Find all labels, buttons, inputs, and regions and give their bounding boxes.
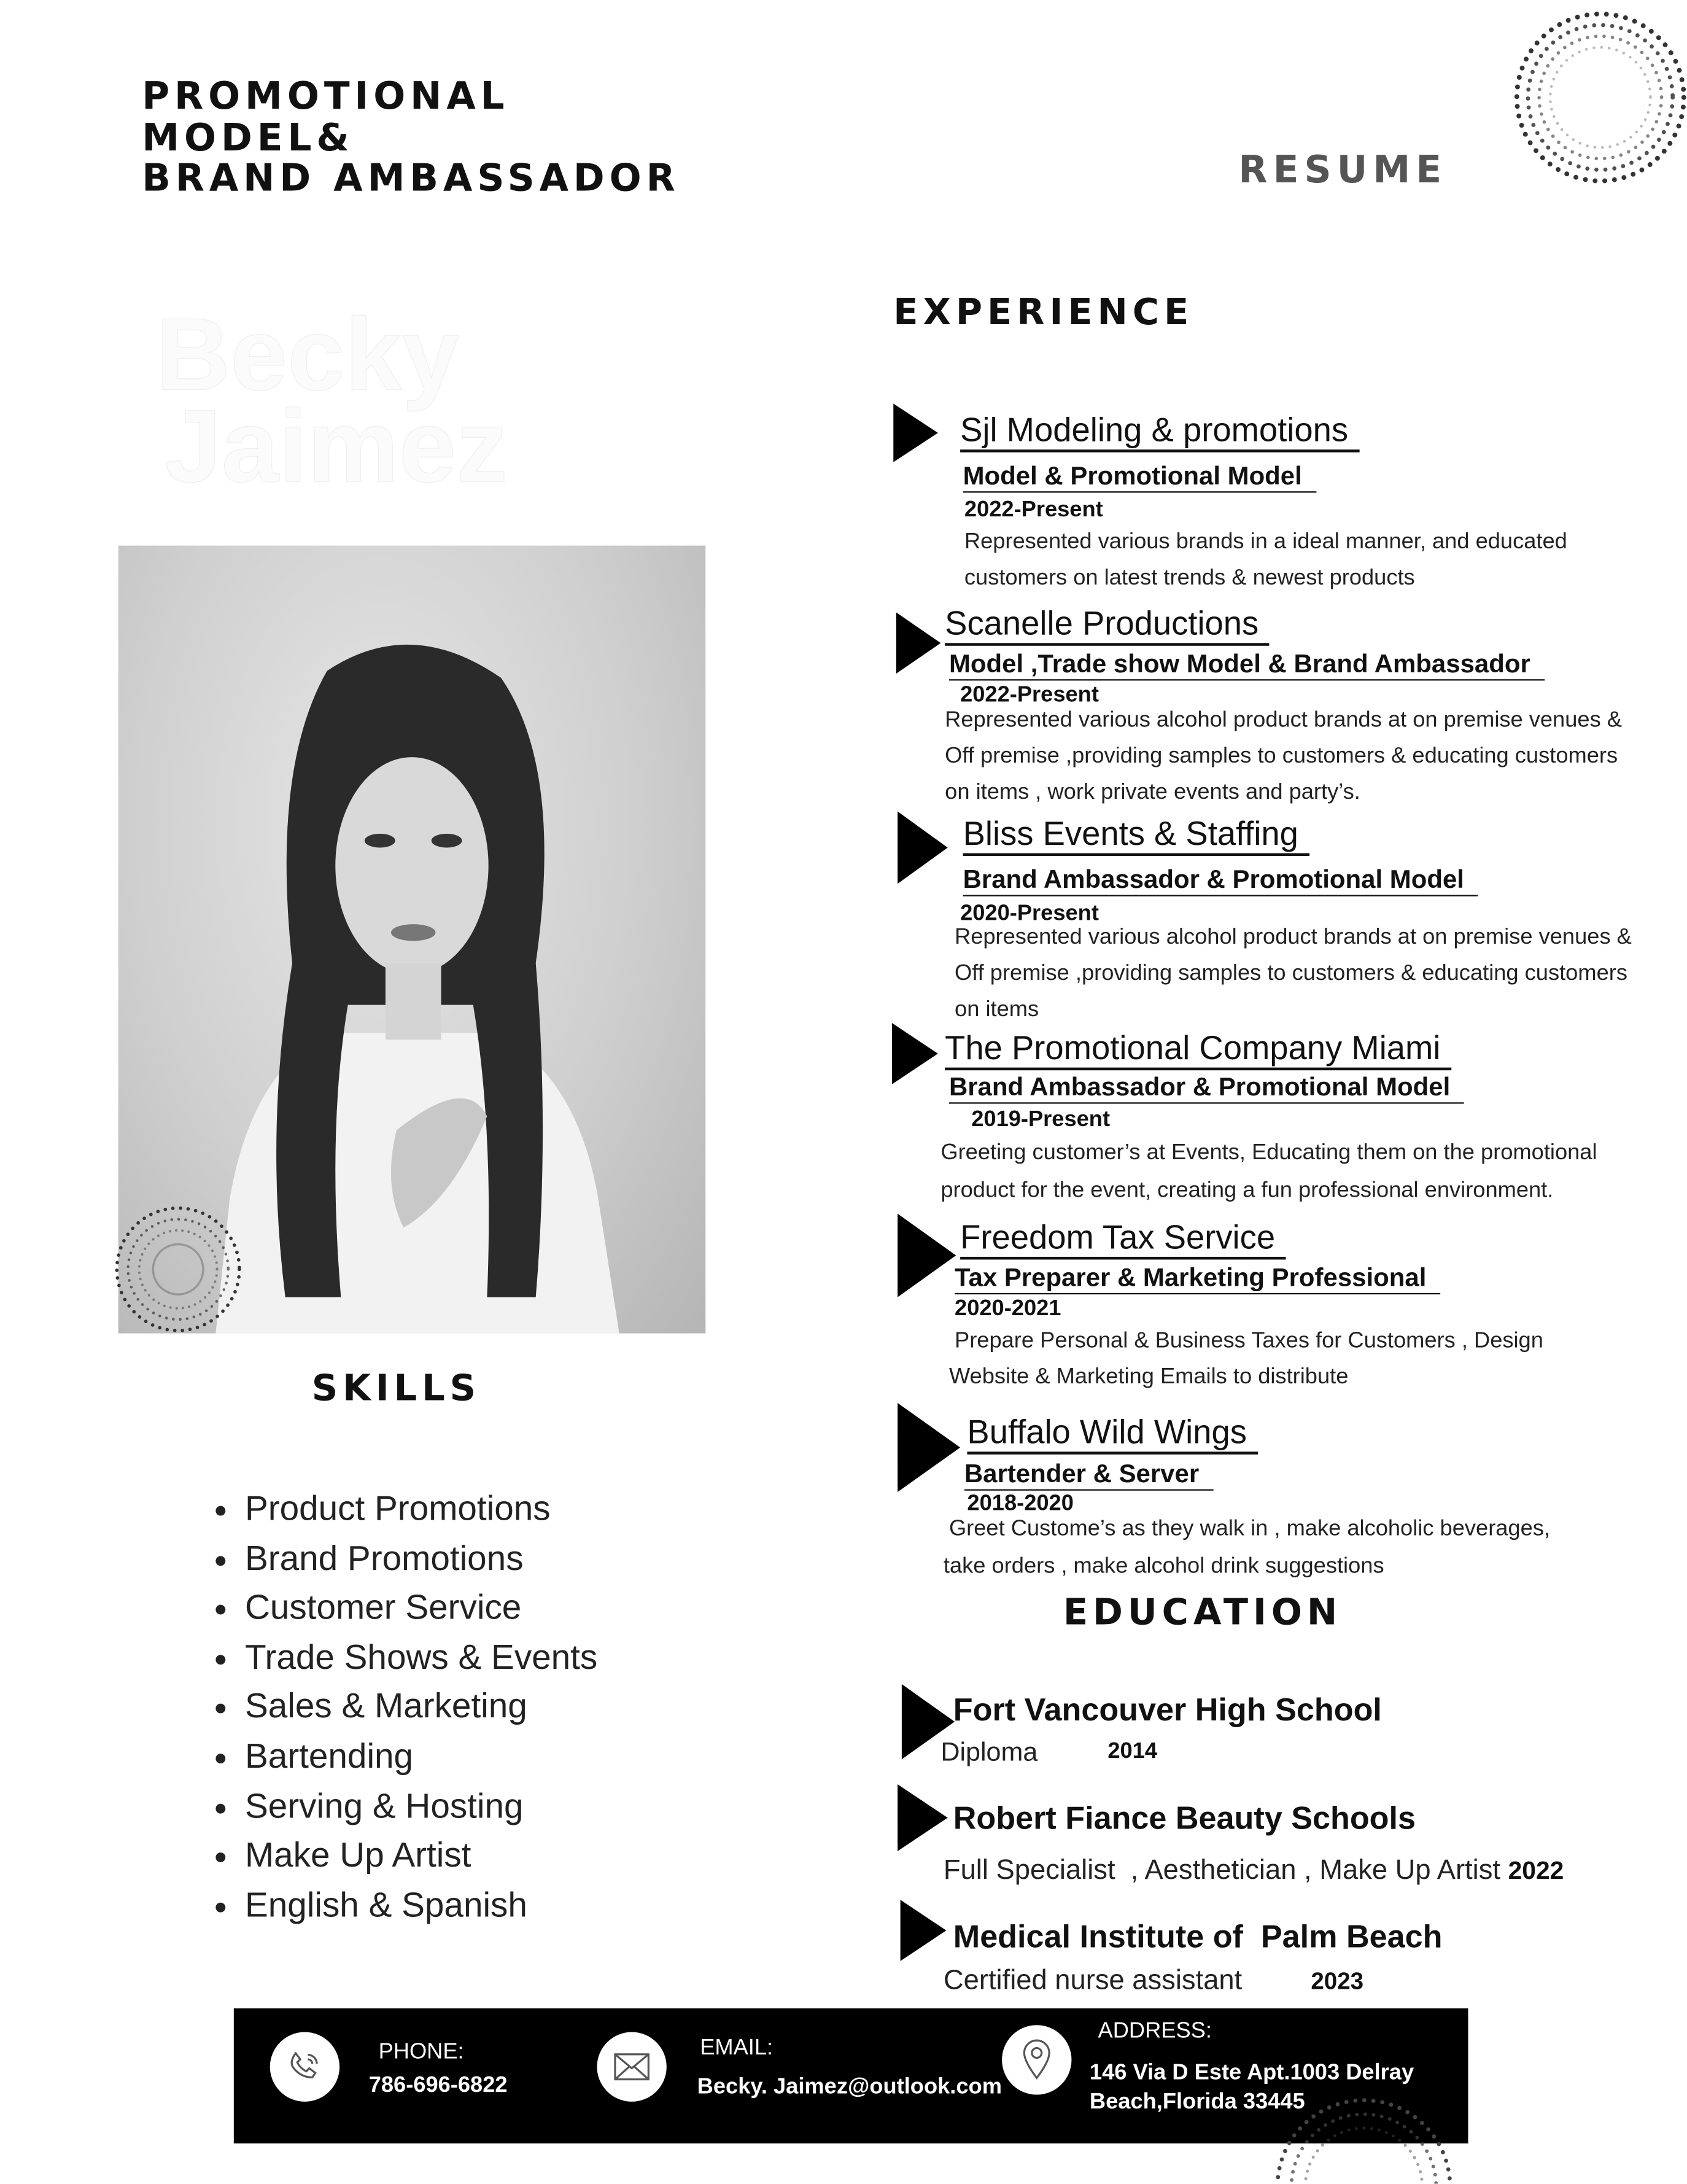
- job-description: Greeting customer’s at Events, Educating them on the promotional: [940, 1141, 1597, 1165]
- company-name: Sjl Modeling & promotions: [960, 415, 1359, 453]
- job-description: on items , work private events and party’s.: [945, 780, 1360, 805]
- dotted-circle-decoration: [1266, 2095, 1461, 2184]
- skill-item: • Trade Shows & Events: [245, 1634, 597, 1684]
- education-heading: EDUCATION: [1063, 1592, 1343, 1634]
- email-value[interactable]: Becky. Jaimez@outlook.com: [697, 2075, 1002, 2099]
- job-description: Greet Custome’s as they walk in , make alcoholic beverages,: [948, 1517, 1551, 1541]
- skill-item: • Make Up Artist: [245, 1832, 597, 1881]
- location-pin-icon: [1002, 2025, 1071, 2094]
- triangle-bullet-icon: [898, 812, 948, 884]
- dotted-circle-decoration: [111, 1200, 245, 1339]
- education-detail: Certified nurse assistant: [943, 1965, 1243, 1996]
- job-role: Model ,Trade show Model & Brand Ambassador: [949, 651, 1544, 680]
- company-name: Bliss Events & Staffing: [963, 818, 1309, 856]
- triangle-bullet-icon: [901, 1900, 947, 1961]
- dotted-circle-decoration: [1510, 0, 1687, 195]
- email-label: EMAIL:: [700, 2036, 774, 2060]
- email-icon: [597, 2032, 666, 2102]
- skills-list: [173, 1485, 597, 1931]
- phone-label: PHONE:: [378, 2040, 464, 2064]
- education-year: 2022: [1508, 1856, 1564, 1885]
- job-description: Represented various brands in a ideal manner, and educated: [964, 530, 1567, 554]
- last-name: Jaimez: [164, 388, 508, 504]
- school-name: Fort Vancouver High School: [953, 1691, 1382, 1728]
- job-description: Prepare Personal & Business Taxes for Customers , Design: [955, 1329, 1543, 1353]
- address-label: ADDRESS:: [1098, 2019, 1212, 2043]
- resume-label: RESUME: [1238, 149, 1448, 192]
- job-description: Off premise ,providing samples to customers & educating customers: [945, 744, 1618, 769]
- company-name: Buffalo Wild Wings: [967, 1417, 1258, 1455]
- triangle-bullet-icon: [893, 403, 938, 462]
- school-name: Robert Fiance Beauty Schools: [953, 1799, 1416, 1836]
- title-line: MODEL&: [142, 116, 354, 160]
- job-description: Website & Marketing Emails to distribute: [948, 1365, 1349, 1389]
- skill-item: • Product Promotions: [245, 1485, 597, 1535]
- job-role: Tax Preparer & Marketing Professional: [955, 1265, 1440, 1294]
- job-dates: 2020-Present: [960, 901, 1099, 926]
- skills-heading: SKILLS: [311, 1368, 481, 1410]
- job-role: Brand Ambassador & Promotional Model: [963, 867, 1478, 895]
- name-watermark: [155, 296, 508, 504]
- first-name: Becky: [155, 296, 460, 412]
- company-name: Freedom Tax Service: [960, 1222, 1286, 1259]
- triangle-bullet-icon: [898, 1784, 948, 1851]
- phone-value[interactable]: 786-696-6822: [368, 2073, 508, 2098]
- skill-item: • Brand Promotions: [245, 1534, 597, 1584]
- job-role: Model & Promotional Model: [963, 464, 1316, 492]
- school-name: Medical Institute of Palm Beach: [953, 1918, 1443, 1954]
- company-name: Scanelle Productions: [945, 608, 1270, 646]
- job-dates: 2022-Present: [960, 683, 1099, 707]
- job-description: on items: [955, 998, 1039, 1022]
- skill-item: • English & Spanish: [245, 1881, 597, 1931]
- phone-icon: [270, 2032, 339, 2102]
- skill-item: • Bartending: [245, 1733, 597, 1782]
- education-detail: Diploma: [940, 1738, 1038, 1768]
- address-line: 146 Via D Este Apt.1003 Delray: [1089, 2061, 1414, 2085]
- job-dates: 2020-2021: [955, 1297, 1061, 1321]
- job-dates: 2019-Present: [971, 1108, 1111, 1132]
- triangle-bullet-icon: [896, 612, 941, 674]
- job-description: Off premise ,providing samples to customers & educating customers: [955, 962, 1627, 985]
- job-description: product for the event, creating a fun professional environment.: [940, 1178, 1554, 1203]
- experience-heading: EXPERIENCE: [893, 292, 1194, 335]
- education-line: [944, 1857, 1564, 1884]
- job-description: Represented various alcohol product brands at on premise venues &: [955, 925, 1632, 949]
- job-role: Brand Ambassador & Promotional Model: [949, 1075, 1464, 1103]
- job-description: take orders , make alcohol drink suggestions: [943, 1555, 1384, 1579]
- education-year: 2014: [1107, 1739, 1158, 1764]
- education-year: 2023: [1311, 1968, 1364, 1995]
- address-line: Beach,Florida 33445: [1089, 2090, 1305, 2115]
- triangle-bullet-icon: [898, 1403, 960, 1492]
- job-dates: 2022-Present: [964, 498, 1103, 523]
- job-description: customers on latest trends & newest products: [964, 566, 1415, 591]
- triangle-bullet-icon: [898, 1214, 956, 1297]
- company-name: The Promotional Company Miami: [945, 1033, 1451, 1070]
- education-detail: Full Specialist , Aesthetician , Make Up Artist: [943, 1855, 1500, 1886]
- skill-item: • Serving & Hosting: [245, 1782, 597, 1832]
- skill-item: • Sales & Marketing: [245, 1683, 597, 1733]
- triangle-bullet-icon: [892, 1023, 938, 1084]
- skill-item: • Customer Service: [245, 1584, 597, 1634]
- job-dates: 2018-2020: [967, 1492, 1074, 1516]
- job-description: Represented various alcohol product brands at on premise venues &: [945, 708, 1622, 733]
- job-role: Bartender & Server: [964, 1461, 1213, 1490]
- title-line: PROMOTIONAL: [142, 75, 510, 119]
- title-line: BRAND AMBASSADOR: [142, 157, 680, 201]
- resume-title: [142, 77, 680, 200]
